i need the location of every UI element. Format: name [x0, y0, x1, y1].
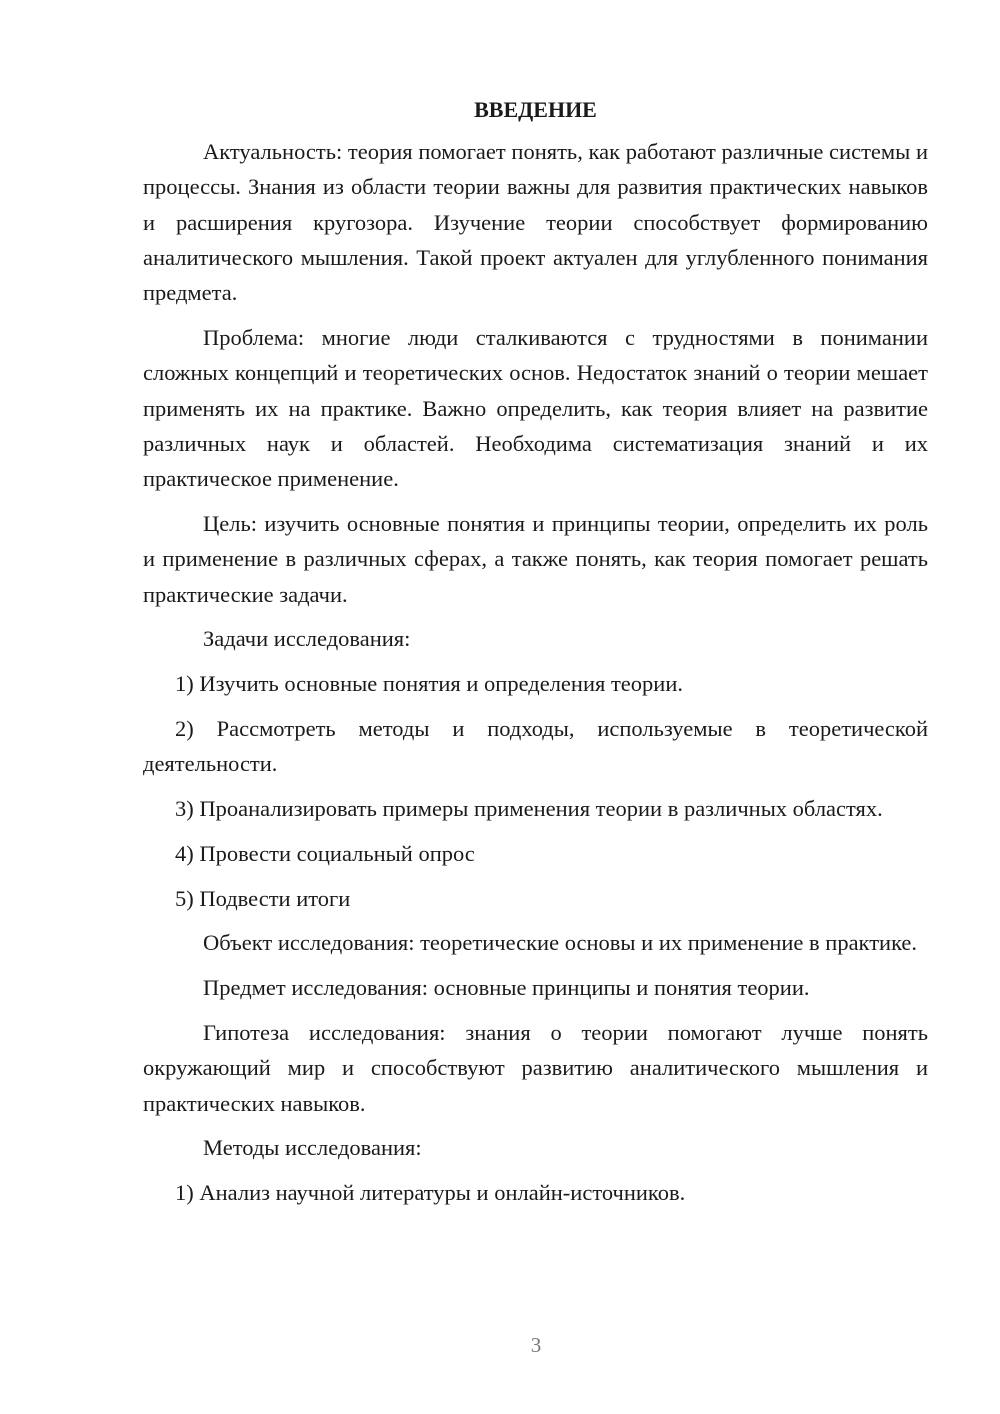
task-item-3: 3) Проанализировать примеры применения теории в различных областях.	[175, 796, 883, 822]
task-item-1: 1) Изучить основные понятия и определения теории.	[175, 671, 683, 697]
task-item-2: 2) Рассмотреть методы и подходы, используемые в теоретической деятельности.	[143, 715, 928, 777]
methods-label: Методы исследования:	[203, 1135, 422, 1161]
hypothesis-paragraph: Гипотеза исследования: знания о теории помогают лучше понять окружающий мир и способствуют развитию аналитического мышления и практических навыков.	[143, 1020, 928, 1116]
page-number: 3	[530, 1333, 542, 1357]
object-paragraph: Объект исследования: теоретические основы и их применение в практике.	[203, 930, 918, 956]
relevance-paragraph: Актуальность: теория помогает понять, как работают различные системы и процессы. Знания из области теории важны для развития практических навыков и расширения кругозора. Изучение теории способствует формированию аналитического мышления. Такой проект актуален для углубленного понимания предмета.	[143, 139, 928, 306]
problem-paragraph: Проблема: многие люди сталкиваются с трудностями в понимании сложных концепций и теоретических основ. Недостаток знаний о теории мешает применять их на практике. Важно определить, как теория влияет на развитие различных наук и областей. Необходима систематизация знаний и их практическое применение.	[143, 324, 928, 492]
method-item-1: 1) Анализ научной литературы и онлайн-источников.	[175, 1180, 686, 1206]
task-item-5: 5) Подвести итоги	[175, 885, 351, 911]
goal-paragraph: Цель: изучить основные понятия и принципы теории, определить их роль и применение в различных сферах, а также понять, как теория помогает решать практические задачи.	[143, 510, 928, 607]
page-content	[143, 92, 928, 1220]
subject-paragraph: Предмет исследования: основные принципы и понятия теории.	[203, 975, 810, 1001]
section-heading: ВВЕДЕНИЕ	[474, 97, 597, 122]
task-item-4: 4) Провести социальный опрос	[175, 840, 475, 866]
tasks-label: Задачи исследования:	[203, 626, 411, 652]
